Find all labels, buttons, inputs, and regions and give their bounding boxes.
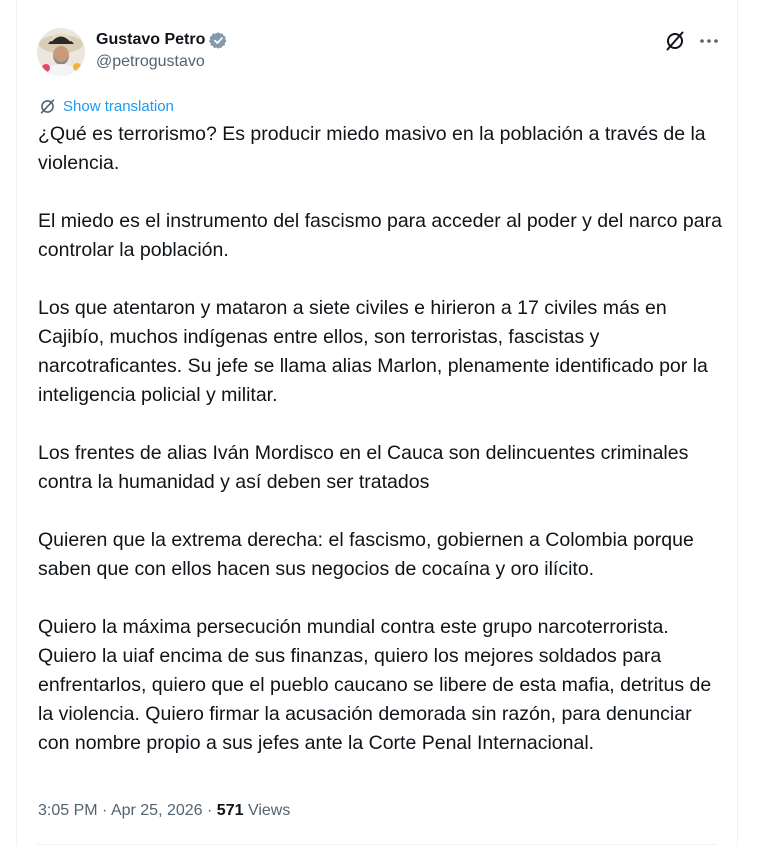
tweet-paragraph: Los frentes de alias Iván Mordisco en el Cauca son delincuentes criminales contra la humanidad y así deben ser tratados [38, 442, 689, 493]
tweet-header [37, 28, 727, 78]
tweet-card [16, 0, 738, 846]
tweet-paragraph: ¿Qué es terrorismo? Es producir miedo masivo en la población a través de la violencia. [38, 123, 706, 174]
tweet-date[interactable]: Apr 25, 2026 [110, 802, 203, 819]
tweet-paragraph: Los que atentaron y mataron a siete civiles e hirieron a 17 civiles más en Cajibío, muchos indígenas entre ellos, son terroristas, fascistas y narcotraficantes. Su jefe se llama alias Marlon, plenamente identificado por la inteligencia policial y militar. [38, 297, 708, 406]
meta-separator: · [102, 802, 108, 819]
translate-icon [38, 97, 57, 116]
tweet-meta [38, 802, 290, 820]
grok-icon[interactable] [663, 29, 687, 53]
more-options-icon[interactable] [697, 29, 721, 53]
avatar-photo-icon [37, 28, 85, 76]
tweet-time[interactable]: 3:05 PM [38, 802, 98, 819]
tweet-paragraph: El miedo es el instrumento del fascismo para acceder al poder y del narco para controlar la población. [38, 210, 722, 261]
display-name[interactable]: Gustavo Petro [96, 31, 206, 48]
views-count: 571 [216, 802, 244, 819]
avatar[interactable] [37, 28, 85, 76]
show-translation-row[interactable] [38, 96, 174, 116]
meta-separator: · [207, 802, 213, 819]
divider [37, 844, 717, 845]
verified-badge-icon[interactable] [209, 31, 228, 50]
tweet-text [38, 120, 728, 758]
tweet-paragraph: Quieren que la extrema derecha: el fascismo, gobiernen a Colombia porque saben que con ellos hacen sus negocios de cocaína y oro ilícito. [38, 529, 694, 580]
name-row [96, 29, 228, 51]
show-translation-link[interactable]: Show translation [63, 97, 174, 115]
views-label: Views [247, 802, 291, 819]
user-handle[interactable]: @petrogustavo [96, 53, 205, 70]
tweet-paragraph: Quiero la máxima persecución mundial contra este grupo narcoterrorista. Quiero la uiaf encima de sus finanzas, quiero los mejores soldados para enfrentarlos, quiero que el pueblo caucano se libere de esta mafia, detritus de la violencia. Quiero firmar la acusación demorada sin razón, para denunciar con nombre propio a sus jefes ante la Corte Penal Internacional. [38, 616, 712, 754]
